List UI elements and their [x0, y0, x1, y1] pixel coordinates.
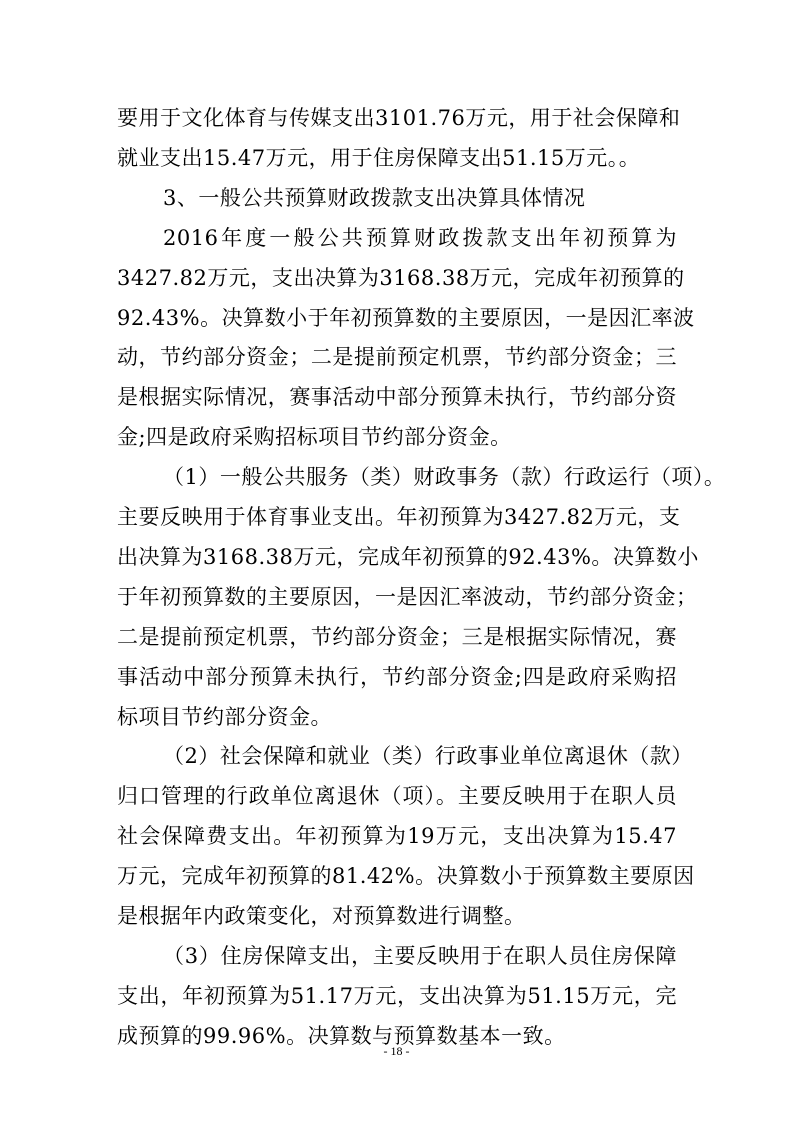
text-line: 3427.82万元，支出决算为3168.38万元，完成年初预算的 [117, 266, 685, 290]
text-line: 万元，完成年初预算的81.42%。决算数小于预算数主要原因 [117, 864, 695, 888]
text-line: 2016年度一般公共预算财政拨款支出年初预算为 [163, 226, 677, 250]
text-line: 是根据年内政策变化，对预算数进行调整。 [117, 904, 526, 928]
text-line: 标项目节约部分资金。 [117, 705, 332, 729]
text-line: 动，节约部分资金；二是提前预定机票，节约部分资金；三 [117, 345, 677, 369]
text-line: 是根据实际情况，赛事活动中部分预算未执行，节约部分资 [117, 385, 677, 409]
text-line: （2）社会保障和就业（类）行政事业单位离退休（款） [163, 744, 693, 768]
page-number: - 18 - [383, 1044, 410, 1058]
text-line: 出决算为3168.38万元，完成年初预算的92.43%。决算数小 [117, 545, 699, 569]
text-line: 支出，年初预算为51.17万元，支出决算为51.15万元，完 [117, 984, 677, 1008]
text-line: （1）一般公共服务（类）财政事务（款）行政运行（项）。 [163, 465, 726, 489]
section-heading: 3、一般公共预算财政拨款支出决算具体情况 [163, 186, 586, 210]
text-line: 社会保障费支出。年初预算为19万元，支出决算为15.47 [117, 824, 677, 848]
text-line: 要用于文化体育与传媒支出3101.76万元，用于社会保障和 [117, 106, 681, 130]
text-line: 于年初预算数的主要原因，一是因汇率波动，节约部分资金； [117, 585, 698, 609]
text-line: 归口管理的行政单位离退休（项）。主要反映用于在职人员 [117, 784, 677, 808]
text-line: 事活动中部分预算未执行，节约部分资金;四是政府采购招 [117, 665, 677, 689]
text-line: 成预算的99.96%。决算数与预算数基本一致。 [117, 1024, 566, 1048]
text-line: 金;四是政府采购招标项目节约部分资金。 [117, 425, 512, 449]
text-line: 92.43%。决算数小于年初预算数的主要原因，一是因汇率波 [117, 306, 695, 330]
text-line: （3）住房保障支出，主要反映用于在职人员住房保障 [163, 944, 677, 968]
text-line: 就业支出15.47万元，用于住房保障支出51.15万元。。 [117, 146, 641, 170]
text-line: 主要反映用于体育事业支出。年初预算为3427.82万元，支 [117, 505, 681, 529]
text-line: 二是提前预定机票，节约部分资金；三是根据实际情况，赛 [117, 625, 677, 649]
